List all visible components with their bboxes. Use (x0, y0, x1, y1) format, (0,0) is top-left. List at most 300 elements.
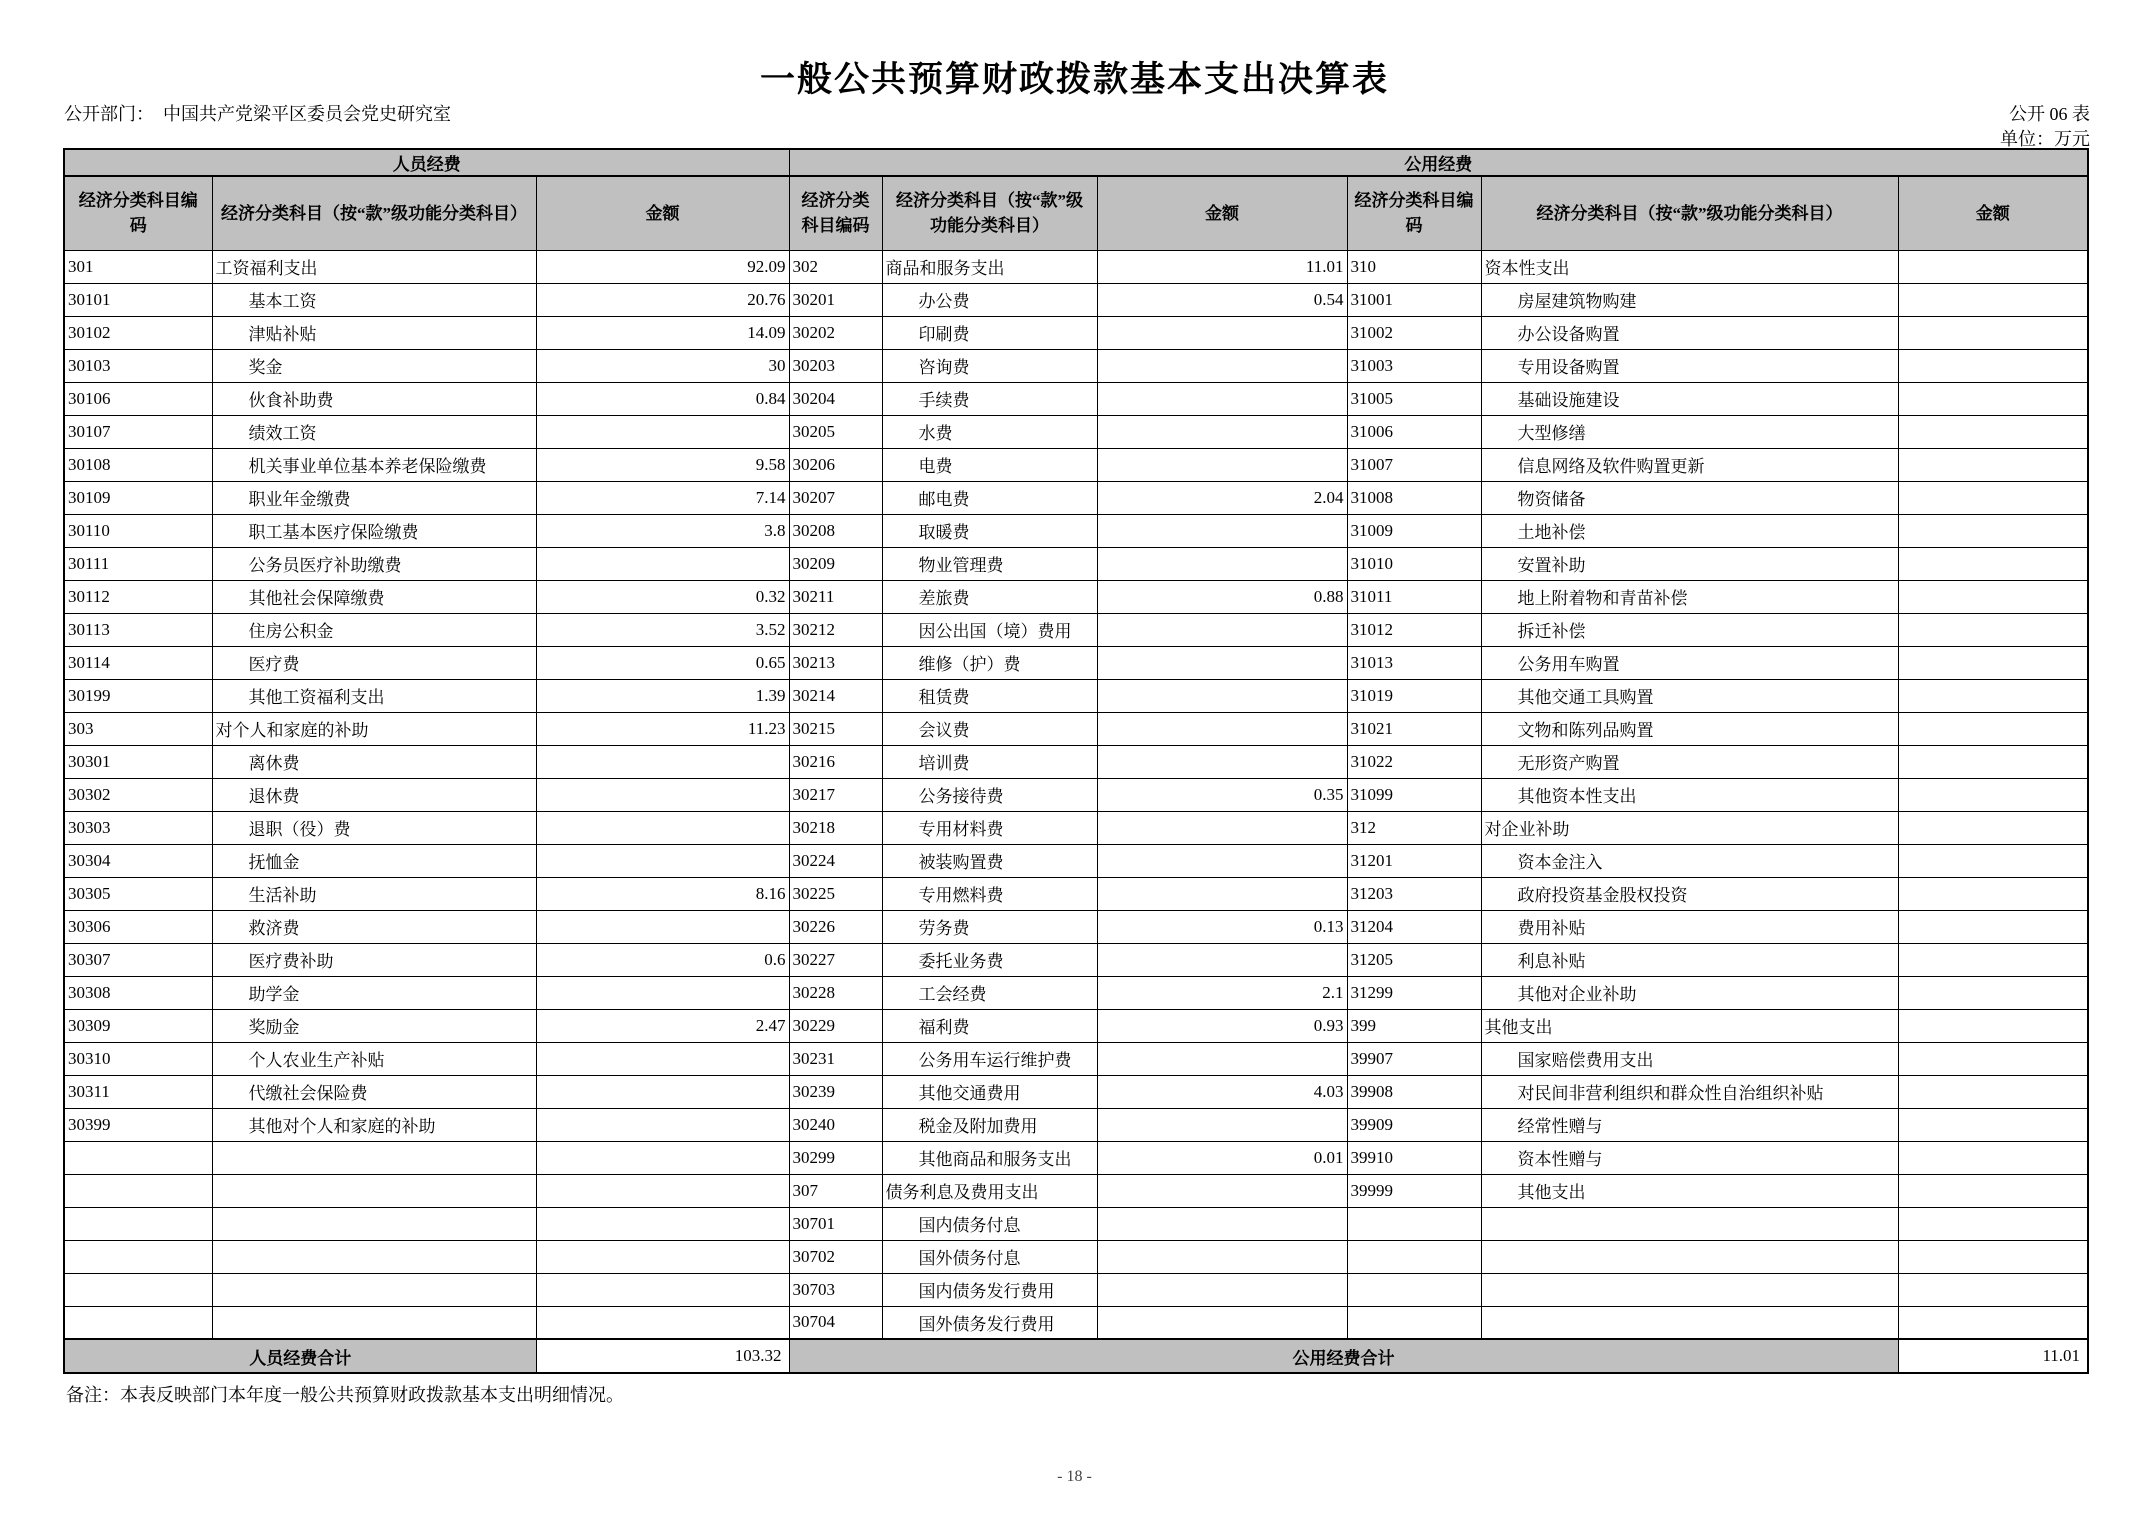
cell-subject: 公务用车运行维护费 (882, 1042, 1097, 1075)
table-row (64, 1240, 2088, 1273)
cell-subject (212, 1141, 536, 1174)
cell-code: 39909 (1347, 1108, 1481, 1141)
cell-amount (536, 745, 789, 778)
cell-subject: 其他资本性支出 (1481, 778, 1898, 811)
cell-code: 30228 (789, 976, 882, 1009)
cell-amount (1097, 514, 1347, 547)
cell-amount (1898, 316, 2088, 349)
department-label: 公开部门： (64, 104, 145, 124)
cell-subject: 助学金 (212, 976, 536, 1009)
cell-subject: 个人农业生产补贴 (212, 1042, 536, 1075)
department-line (64, 102, 494, 127)
cell-code: 30302 (64, 778, 212, 811)
cell-amount: 3.52 (536, 613, 789, 646)
cell-amount (1898, 1108, 2088, 1141)
cell-amount: 14.09 (536, 316, 789, 349)
public-total-amount: 11.01 (1898, 1339, 2088, 1373)
cell-code: 31205 (1347, 943, 1481, 976)
cell-subject: 办公费 (882, 283, 1097, 316)
cell-amount (536, 1273, 789, 1306)
cell-code: 30215 (789, 712, 882, 745)
cell-subject: 拆迁补偿 (1481, 613, 1898, 646)
cell-amount (1898, 844, 2088, 877)
cell-subject: 地上附着物和青苗补偿 (1481, 580, 1898, 613)
table-row (64, 976, 2088, 1009)
cell-amount (1097, 1108, 1347, 1141)
cell-amount (1898, 679, 2088, 712)
cell-subject: 专用材料费 (882, 811, 1097, 844)
cell-subject: 救济费 (212, 910, 536, 943)
header-subject-3: 经济分类科目（按“款”级功能分类科目） (1481, 176, 1898, 250)
cell-subject: 资本金注入 (1481, 844, 1898, 877)
cell-amount (536, 1207, 789, 1240)
cell-subject: 专用设备购置 (1481, 349, 1898, 382)
header-code-3: 经济分类科目编码 (1347, 176, 1481, 250)
cell-code: 30202 (789, 316, 882, 349)
cell-subject: 对民间非营利组织和群众性自治组织补贴 (1481, 1075, 1898, 1108)
cell-code: 30229 (789, 1009, 882, 1042)
cell-subject: 福利费 (882, 1009, 1097, 1042)
table-row (64, 679, 2088, 712)
table-row (64, 547, 2088, 580)
table-row (64, 844, 2088, 877)
cell-code (1347, 1273, 1481, 1306)
cell-code: 31007 (1347, 448, 1481, 481)
cell-subject: 会议费 (882, 712, 1097, 745)
cell-amount (1898, 283, 2088, 316)
cell-code: 30212 (789, 613, 882, 646)
cell-amount (1097, 712, 1347, 745)
cell-subject: 公务员医疗补助缴费 (212, 547, 536, 580)
cell-code: 39910 (1347, 1141, 1481, 1174)
cell-amount (536, 844, 789, 877)
cell-code: 31003 (1347, 349, 1481, 382)
cell-code: 30307 (64, 943, 212, 976)
band-personnel: 人员经费 (64, 149, 789, 176)
cell-subject: 房屋建筑物购建 (1481, 283, 1898, 316)
cell-amount (1898, 514, 2088, 547)
cell-amount (536, 415, 789, 448)
table-row (64, 745, 2088, 778)
header-amount-3: 金额 (1898, 176, 2088, 250)
sheet-number: 公开 06 表 (2009, 104, 2090, 124)
table-row (64, 1207, 2088, 1240)
table-row (64, 1009, 2088, 1042)
cell-amount: 0.54 (1097, 283, 1347, 316)
cell-subject: 离休费 (212, 745, 536, 778)
cell-amount (536, 1042, 789, 1075)
cell-code: 30310 (64, 1042, 212, 1075)
cell-code: 30240 (789, 1108, 882, 1141)
cell-code: 30239 (789, 1075, 882, 1108)
cell-amount: 30 (536, 349, 789, 382)
cell-subject: 住房公积金 (212, 613, 536, 646)
cell-subject: 工会经费 (882, 976, 1097, 1009)
cell-subject: 办公设备购置 (1481, 316, 1898, 349)
cell-code: 310 (1347, 250, 1481, 283)
cell-subject: 退休费 (212, 778, 536, 811)
cell-amount: 9.58 (536, 448, 789, 481)
cell-amount (1898, 1240, 2088, 1273)
cell-code (1347, 1207, 1481, 1240)
table-row (64, 712, 2088, 745)
cell-amount: 2.1 (1097, 976, 1347, 1009)
cell-code: 30303 (64, 811, 212, 844)
cell-amount (1898, 1207, 2088, 1240)
cell-code (1347, 1240, 1481, 1273)
cell-amount (1097, 943, 1347, 976)
cell-subject: 差旅费 (882, 580, 1097, 613)
cell-subject: 国内债务付息 (882, 1207, 1097, 1240)
cell-subject: 其他支出 (1481, 1174, 1898, 1207)
cell-amount: 4.03 (1097, 1075, 1347, 1108)
cell-amount: 1.39 (536, 679, 789, 712)
cell-subject (212, 1306, 536, 1339)
cell-code: 31299 (1347, 976, 1481, 1009)
cell-subject: 经常性赠与 (1481, 1108, 1898, 1141)
cell-amount (536, 1306, 789, 1339)
cell-subject: 其他支出 (1481, 1009, 1898, 1042)
cell-subject: 手续费 (882, 382, 1097, 415)
cell-subject: 水费 (882, 415, 1097, 448)
cell-subject: 被装购置费 (882, 844, 1097, 877)
cell-subject (212, 1207, 536, 1240)
table-row (64, 1108, 2088, 1141)
cell-code: 39908 (1347, 1075, 1481, 1108)
department-name: 中国共产党梁平区委员会党史研究室 (163, 104, 451, 124)
cell-amount: 8.16 (536, 877, 789, 910)
cell-code: 30111 (64, 547, 212, 580)
cell-amount (1898, 646, 2088, 679)
personnel-total-amount: 103.32 (536, 1339, 789, 1373)
table-row (64, 283, 2088, 316)
cell-subject: 税金及附加费用 (882, 1108, 1097, 1141)
cell-code: 30209 (789, 547, 882, 580)
table-row (64, 1306, 2088, 1339)
cell-amount: 0.93 (1097, 1009, 1347, 1042)
cell-subject: 其他交通工具购置 (1481, 679, 1898, 712)
table-row (64, 316, 2088, 349)
cell-code: 31012 (1347, 613, 1481, 646)
cell-code: 301 (64, 250, 212, 283)
cell-amount (1097, 613, 1347, 646)
cell-subject (212, 1240, 536, 1273)
cell-subject: 安置补助 (1481, 547, 1898, 580)
cell-subject: 信息网络及软件购置更新 (1481, 448, 1898, 481)
cell-amount (1898, 613, 2088, 646)
cell-amount (1898, 877, 2088, 910)
cell-amount (1898, 580, 2088, 613)
cell-subject: 劳务费 (882, 910, 1097, 943)
cell-code: 31022 (1347, 745, 1481, 778)
table-row (64, 1141, 2088, 1174)
cell-amount: 11.01 (1097, 250, 1347, 283)
cell-subject: 咨询费 (882, 349, 1097, 382)
header-code-1: 经济分类科目编码 (64, 176, 212, 250)
cell-subject: 伙食补助费 (212, 382, 536, 415)
cell-code: 30214 (789, 679, 882, 712)
cell-amount: 0.88 (1097, 580, 1347, 613)
cell-code: 30231 (789, 1042, 882, 1075)
cell-subject: 债务利息及费用支出 (882, 1174, 1097, 1207)
cell-code (64, 1174, 212, 1207)
cell-amount (1898, 1141, 2088, 1174)
cell-amount (1097, 679, 1347, 712)
cell-code: 31010 (1347, 547, 1481, 580)
cell-amount (1097, 745, 1347, 778)
page-number: - 18 - (1057, 1468, 1092, 1485)
table-row (64, 943, 2088, 976)
cell-code: 30701 (789, 1207, 882, 1240)
cell-amount (1898, 415, 2088, 448)
cell-amount: 20.76 (536, 283, 789, 316)
table-row (64, 1174, 2088, 1207)
cell-subject: 退职（役）费 (212, 811, 536, 844)
cell-subject (1481, 1240, 1898, 1273)
cell-amount (1097, 1273, 1347, 1306)
table-row (64, 580, 2088, 613)
cell-code: 31005 (1347, 382, 1481, 415)
cell-code: 30218 (789, 811, 882, 844)
cell-code (64, 1240, 212, 1273)
table-row (64, 250, 2088, 283)
cell-code: 30224 (789, 844, 882, 877)
cell-amount (1898, 811, 2088, 844)
cell-amount (1898, 250, 2088, 283)
cell-subject: 费用补贴 (1481, 910, 1898, 943)
cell-amount (1898, 910, 2088, 943)
cell-code: 30208 (789, 514, 882, 547)
cell-subject: 其他社会保障缴费 (212, 580, 536, 613)
cell-subject: 其他对企业补助 (1481, 976, 1898, 1009)
header-amount-2: 金额 (1097, 176, 1347, 250)
cell-amount (536, 1141, 789, 1174)
cell-code: 30211 (789, 580, 882, 613)
totals-row (64, 1339, 2088, 1373)
cell-amount: 3.8 (536, 514, 789, 547)
cell-amount (536, 1240, 789, 1273)
cell-subject: 对个人和家庭的补助 (212, 712, 536, 745)
cell-code: 31006 (1347, 415, 1481, 448)
cell-code: 30112 (64, 580, 212, 613)
cell-code: 30217 (789, 778, 882, 811)
cell-subject: 电费 (882, 448, 1097, 481)
cell-code: 30227 (789, 943, 882, 976)
cell-code: 312 (1347, 811, 1481, 844)
cell-amount (1898, 1174, 2088, 1207)
cell-code: 30204 (789, 382, 882, 415)
cell-code (1347, 1306, 1481, 1339)
cell-amount (1898, 976, 2088, 1009)
cell-amount (1097, 1240, 1347, 1273)
cell-subject: 无形资产购置 (1481, 745, 1898, 778)
cell-amount (1097, 382, 1347, 415)
unit-label: 单位：万元 (2000, 129, 2090, 149)
cell-subject: 委托业务费 (882, 943, 1097, 976)
cell-amount (1097, 646, 1347, 679)
cell-subject (1481, 1306, 1898, 1339)
cell-subject: 商品和服务支出 (882, 250, 1097, 283)
cell-amount (1898, 1273, 2088, 1306)
cell-subject: 印刷费 (882, 316, 1097, 349)
table-row (64, 1042, 2088, 1075)
cell-subject: 工资福利支出 (212, 250, 536, 283)
cell-subject: 物资储备 (1481, 481, 1898, 514)
cell-code: 399 (1347, 1009, 1481, 1042)
cell-subject: 奖励金 (212, 1009, 536, 1042)
budget-table (63, 148, 2089, 1374)
cell-code: 30704 (789, 1306, 882, 1339)
cell-amount (1898, 448, 2088, 481)
cell-code: 30305 (64, 877, 212, 910)
cell-code: 30207 (789, 481, 882, 514)
cell-code: 31013 (1347, 646, 1481, 679)
cell-amount: 11.23 (536, 712, 789, 745)
cell-code (64, 1141, 212, 1174)
cell-subject: 土地补偿 (1481, 514, 1898, 547)
cell-subject: 因公出国（境）费用 (882, 613, 1097, 646)
cell-amount (536, 910, 789, 943)
table-row (64, 646, 2088, 679)
cell-code: 30702 (789, 1240, 882, 1273)
cell-amount (1898, 481, 2088, 514)
cell-code: 31099 (1347, 778, 1481, 811)
cell-code (64, 1273, 212, 1306)
cell-code: 30206 (789, 448, 882, 481)
cell-code: 30113 (64, 613, 212, 646)
cell-subject: 取暖费 (882, 514, 1097, 547)
cell-subject: 其他对个人和家庭的补助 (212, 1108, 536, 1141)
cell-amount (1898, 745, 2088, 778)
cell-code: 31001 (1347, 283, 1481, 316)
cell-code: 30213 (789, 646, 882, 679)
cell-amount: 0.13 (1097, 910, 1347, 943)
cell-code: 30301 (64, 745, 212, 778)
section-band-row (64, 149, 2088, 176)
cell-subject: 医疗费 (212, 646, 536, 679)
cell-amount (1898, 778, 2088, 811)
table-row (64, 448, 2088, 481)
cell-code: 31009 (1347, 514, 1481, 547)
cell-subject: 机关事业单位基本养老保险缴费 (212, 448, 536, 481)
cell-subject: 资本性支出 (1481, 250, 1898, 283)
table-row (64, 481, 2088, 514)
cell-amount (1097, 811, 1347, 844)
cell-amount (1097, 448, 1347, 481)
cell-amount (1097, 1042, 1347, 1075)
cell-amount (536, 547, 789, 580)
cell-code: 30101 (64, 283, 212, 316)
cell-amount (1898, 1042, 2088, 1075)
cell-code: 30304 (64, 844, 212, 877)
cell-code: 31011 (1347, 580, 1481, 613)
cell-amount: 0.01 (1097, 1141, 1347, 1174)
cell-code: 30103 (64, 349, 212, 382)
table-row (64, 415, 2088, 448)
table-row (64, 1075, 2088, 1108)
cell-code: 302 (789, 250, 882, 283)
table-row (64, 811, 2088, 844)
cell-code: 31021 (1347, 712, 1481, 745)
cell-code: 303 (64, 712, 212, 745)
cell-subject: 邮电费 (882, 481, 1097, 514)
cell-code: 39999 (1347, 1174, 1481, 1207)
cell-amount (1898, 1075, 2088, 1108)
cell-amount (1097, 349, 1347, 382)
cell-subject: 基础设施建设 (1481, 382, 1898, 415)
table-row (64, 877, 2088, 910)
cell-code: 30106 (64, 382, 212, 415)
cell-amount (1898, 1009, 2088, 1042)
public-total-label: 公用经费合计 (789, 1339, 1898, 1373)
cell-amount (1097, 415, 1347, 448)
cell-amount (1097, 877, 1347, 910)
cell-subject: 其他交通费用 (882, 1075, 1097, 1108)
cell-amount (1097, 547, 1347, 580)
cell-code: 30108 (64, 448, 212, 481)
cell-subject: 对企业补助 (1481, 811, 1898, 844)
cell-subject: 公务接待费 (882, 778, 1097, 811)
cell-code: 31008 (1347, 481, 1481, 514)
cell-amount (1097, 316, 1347, 349)
band-public: 公用经费 (789, 149, 2088, 176)
cell-subject: 文物和陈列品购置 (1481, 712, 1898, 745)
cell-amount (1898, 712, 2088, 745)
cell-code: 30311 (64, 1075, 212, 1108)
cell-code: 31203 (1347, 877, 1481, 910)
cell-subject: 生活补助 (212, 877, 536, 910)
cell-subject (212, 1174, 536, 1207)
cell-code: 30109 (64, 481, 212, 514)
cell-subject: 公务用车购置 (1481, 646, 1898, 679)
cell-subject: 医疗费补助 (212, 943, 536, 976)
cell-subject: 租赁费 (882, 679, 1097, 712)
cell-subject: 津贴补贴 (212, 316, 536, 349)
cell-amount: 0.32 (536, 580, 789, 613)
cell-code: 307 (789, 1174, 882, 1207)
cell-code: 30299 (789, 1141, 882, 1174)
table-row (64, 1273, 2088, 1306)
cell-code: 30309 (64, 1009, 212, 1042)
cell-code: 30114 (64, 646, 212, 679)
cell-code: 31019 (1347, 679, 1481, 712)
cell-subject: 代缴社会保险费 (212, 1075, 536, 1108)
cell-code: 30306 (64, 910, 212, 943)
cell-code (64, 1306, 212, 1339)
cell-code: 31201 (1347, 844, 1481, 877)
cell-subject: 培训费 (882, 745, 1097, 778)
table-row (64, 910, 2088, 943)
cell-subject: 职业年金缴费 (212, 481, 536, 514)
cell-subject: 维修（护）费 (882, 646, 1097, 679)
cell-amount (1097, 844, 1347, 877)
cell-subject: 国外债务付息 (882, 1240, 1097, 1273)
column-header-row (64, 176, 2088, 250)
cell-subject: 国内债务发行费用 (882, 1273, 1097, 1306)
cell-amount (1097, 1207, 1347, 1240)
cell-amount (536, 1108, 789, 1141)
cell-code: 30110 (64, 514, 212, 547)
cell-code: 30703 (789, 1273, 882, 1306)
cell-amount (1898, 943, 2088, 976)
cell-code: 30199 (64, 679, 212, 712)
cell-amount (536, 1075, 789, 1108)
cell-amount: 0.35 (1097, 778, 1347, 811)
cell-code (64, 1207, 212, 1240)
header-subject-2: 经济分类科目（按“款”级功能分类科目） (882, 176, 1097, 250)
cell-amount: 0.84 (536, 382, 789, 415)
cell-amount (1898, 547, 2088, 580)
